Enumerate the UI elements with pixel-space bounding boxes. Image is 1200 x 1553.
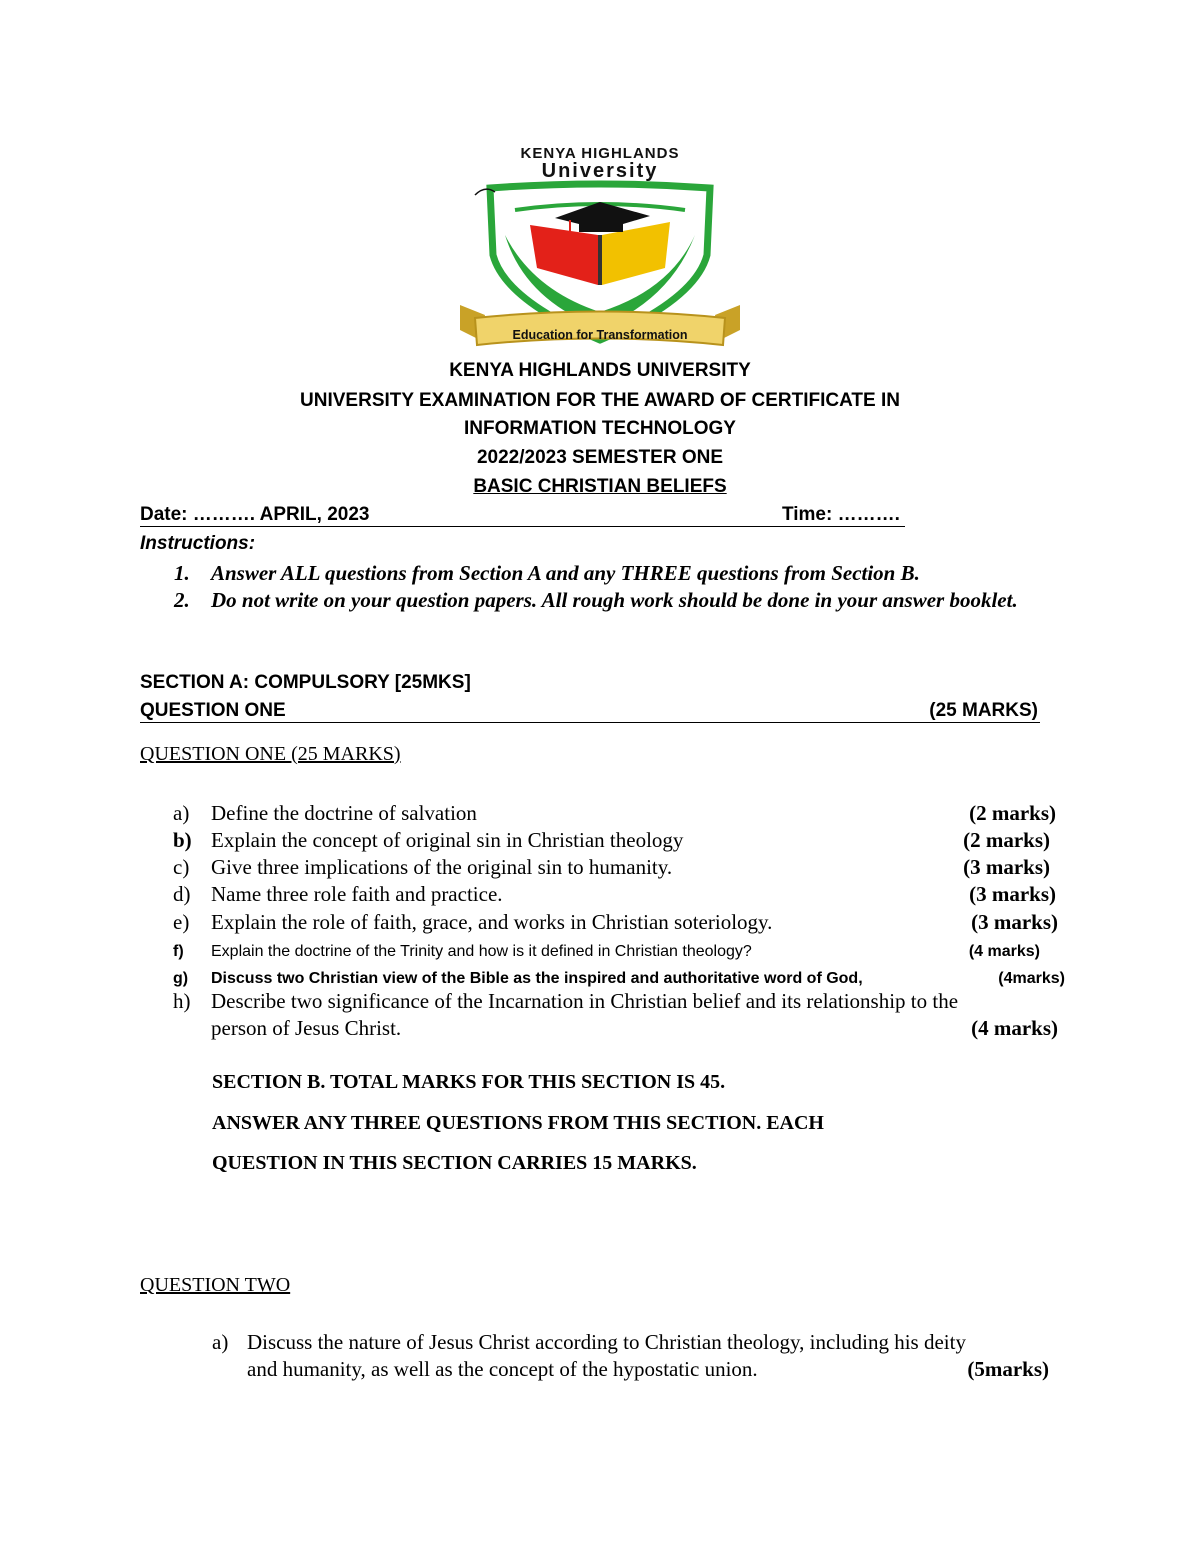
item-marks: (2 marks) [969, 801, 1056, 825]
question-item [140, 881, 1060, 908]
item-text: Give three implications of the original sin to humanity. [211, 855, 673, 879]
instruction-number: 1. [174, 561, 190, 585]
question-item [140, 827, 1060, 854]
item-letter: e) [173, 910, 190, 934]
item-text: Discuss two Christian view of the Bible as the inspired and authoritative word of God, [211, 970, 863, 987]
item-text: Name three role faith and practice. [211, 882, 503, 906]
question-item [140, 988, 1060, 1042]
item-text: Explain the role of faith, grace, and works in Christian soteriology. [211, 910, 773, 934]
item-letter: c) [173, 855, 190, 879]
instructions-label: Instructions: [140, 533, 256, 554]
item-text: Explain the concept of original sin in Christian theology [211, 828, 684, 852]
logo-ribbon-text: Education for Transformation [512, 328, 688, 342]
exam-date: Date: ………. APRIL, 2023 [140, 504, 370, 525]
course-title-text: BASIC CHRISTIAN BELIEFS [473, 476, 727, 497]
question-item [140, 938, 1060, 962]
question-item [140, 909, 1060, 936]
item-text-continued: person of Jesus Christ. [211, 1016, 402, 1040]
item-letter: b) [173, 828, 192, 852]
exam-title-line1: UNIVERSITY EXAMINATION FOR THE AWARD OF CERTIFICATE IN [300, 390, 900, 411]
question-one-line [140, 700, 1040, 723]
item-marks: (3 marks) [971, 910, 1058, 934]
item-marks: (5marks) [967, 1357, 1049, 1381]
item-letter: f) [173, 943, 184, 960]
section-b-line3: QUESTION IN THIS SECTION CARRIES 15 MARKS. [212, 1152, 697, 1174]
item-marks: (4marks) [998, 970, 1065, 987]
logo-top-text: KENYA HIGHLANDS [520, 145, 680, 162]
item-letter: a) [173, 801, 190, 825]
course-title [0, 476, 1200, 498]
item-text: Explain the doctrine of the Trinity and how is it defined in Christian theology? [211, 943, 752, 960]
item-letter: g) [173, 970, 189, 987]
item-marks: (4 marks) [971, 1016, 1058, 1040]
section-b-line1: SECTION B. TOTAL MARKS FOR THIS SECTION IS 45. [212, 1071, 726, 1093]
instruction-text: Do not write on your question papers. All rough work should be done in your answer booklet. [211, 588, 1018, 612]
section-a-title: SECTION A: COMPULSORY [25MKS] [140, 672, 471, 693]
question-two-heading: QUESTION TWO [140, 1274, 291, 1296]
item-marks: (3 marks) [969, 882, 1056, 906]
question-item [140, 965, 1065, 989]
item-marks: (2 marks) [963, 828, 1050, 852]
section-b-line2: ANSWER ANY THREE QUESTIONS FROM THIS SECTION. EACH [212, 1112, 824, 1134]
instruction-number: 2. [174, 588, 190, 612]
item-letter: d) [173, 882, 191, 906]
university-logo [455, 140, 745, 355]
exam-title-line2: INFORMATION TECHNOLOGY [464, 418, 736, 439]
exam-time: Time: ………. [782, 504, 900, 525]
question-one-label: QUESTION ONE [140, 700, 286, 721]
date-time-line [140, 504, 905, 527]
semester-title: 2022/2023 SEMESTER ONE [476, 447, 724, 468]
instruction-item [140, 560, 1040, 587]
question-item [140, 800, 1060, 827]
item-letter: h) [173, 989, 191, 1013]
university-name: KENYA HIGHLANDS UNIVERSITY [449, 360, 751, 381]
item-marks: (3 marks) [963, 855, 1050, 879]
logo-university-text: University [541, 160, 659, 182]
question-one-heading: QUESTION ONE (25 MARKS) [140, 743, 401, 765]
item-letter: a) [212, 1330, 229, 1354]
item-text-continued: and humanity, as well as the concept of the hypostatic union. [247, 1357, 758, 1381]
question-item [140, 1329, 1055, 1383]
question-item [140, 854, 1060, 881]
item-text: Define the doctrine of salvation [211, 801, 477, 825]
instruction-text: Answer ALL questions from Section A and any THREE questions from Section B. [211, 561, 920, 585]
item-marks: (4 marks) [968, 943, 1040, 960]
instruction-item [140, 587, 1040, 641]
question-one-marks: (25 MARKS) [929, 700, 1038, 721]
item-text: Describe two significance of the Incarnation in Christian belief and its relationship to the [211, 989, 959, 1013]
item-text: Discuss the nature of Jesus Christ according to Christian theology, including his deity [247, 1330, 966, 1354]
